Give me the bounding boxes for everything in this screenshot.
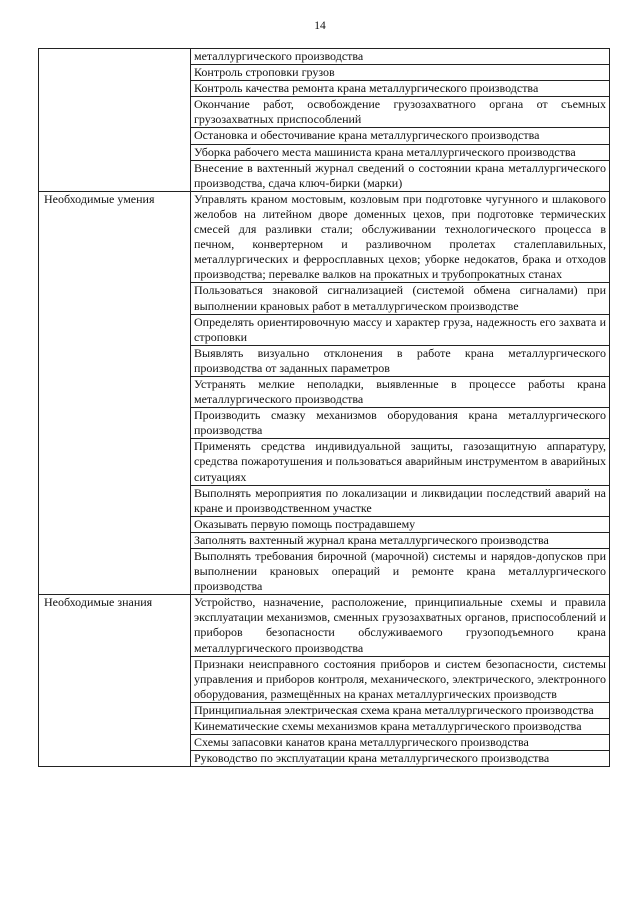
requirement-item: Выполнять мероприятия по локализации и ликвидации последствий аварий на кране и производственном участке xyxy=(191,485,610,516)
requirement-item: Пользоваться знаковой сигнализацией (системой обмена сигналами) при выполнении крановых работ в металлургическом производстве xyxy=(191,283,610,314)
requirement-item: Оказывать первую помощь пострадавшему xyxy=(191,516,610,532)
requirement-item: Руководство по эксплуатации крана металлургического производства xyxy=(191,751,610,767)
competency-table xyxy=(38,48,610,767)
table-row xyxy=(39,49,610,65)
table-row xyxy=(39,191,610,283)
requirement-item: Определять ориентировочную массу и характер груза, надежность его захвата и строповки xyxy=(191,314,610,345)
requirement-item: металлургического производства xyxy=(191,49,610,65)
requirement-item: Производить смазку механизмов оборудования крана металлургического производства xyxy=(191,408,610,439)
table-row xyxy=(39,595,610,656)
requirement-item: Выполнять требования бирочной (марочной) системы и нарядов-допусков при выполнении крановых операций и ремонте крана металлургического производства xyxy=(191,549,610,595)
requirement-item: Остановка и обесточивание крана металлургического производства xyxy=(191,128,610,144)
requirement-item: Признаки неисправного состояния приборов и систем безопасности, системы управления и приборов контроля, механического, электрического, электронного оборудования, размещённых на кранах металлургических производств xyxy=(191,656,610,702)
section-label: Необходимые умения xyxy=(39,191,191,594)
page-number: 14 xyxy=(314,20,326,32)
requirement-item: Кинематические схемы механизмов крана металлургического производства xyxy=(191,719,610,735)
requirement-item: Устройство, назначение, расположение, принципиальные схемы и правила эксплуатации механизмов, сменных грузозахватных органов, приспособлений и приборов безопасности обслуживаемого грузоподъемного крана металлургического производства xyxy=(191,595,610,656)
requirement-item: Устранять мелкие неполадки, выявленные в процессе работы крана металлургического производства xyxy=(191,376,610,407)
requirement-item: Внесение в вахтенный журнал сведений о состоянии крана металлургического производства, сдача ключ-бирки (марки) xyxy=(191,160,610,191)
requirement-item: Окончание работ, освобождение грузозахватного органа от съемных грузозахватных приспособлений xyxy=(191,97,610,128)
requirement-item: Заполнять вахтенный журнал крана металлургического производства xyxy=(191,532,610,548)
requirement-item: Контроль качества ремонта крана металлургического производства xyxy=(191,81,610,97)
requirement-item: Управлять краном мостовым, козловым при подготовке чугунного и шлакового желобов на литейном дворе доменных цехов, при подготовке термических смесей для разливки стали; обслуживании технологического процесса в печном, конвертерном и разливочном пролетах сталеплавильных, металлургических и ферросплавных цехов; уборке недокатов, брака и отходов производства; перевалке валков на прокатных и трубопрокатных станах xyxy=(191,191,610,283)
requirement-item: Контроль строповки грузов xyxy=(191,65,610,81)
section-label: Необходимые знания xyxy=(39,595,191,767)
section-label xyxy=(39,49,191,192)
requirement-item: Схемы запасовки канатов крана металлургического производства xyxy=(191,735,610,751)
requirement-item: Применять средства индивидуальной защиты, газозащитную аппаратуру, средства пожаротушения и пользоваться аварийным инструментом в аварийных ситуациях xyxy=(191,439,610,485)
competency-table-body xyxy=(39,49,610,767)
requirement-item: Выявлять визуально отклонения в работе крана металлургического производства от заданных параметров xyxy=(191,345,610,376)
requirement-item: Уборка рабочего места машиниста крана металлургического производства xyxy=(191,144,610,160)
requirement-item: Принципиальная электрическая схема крана металлургического производства xyxy=(191,702,610,718)
